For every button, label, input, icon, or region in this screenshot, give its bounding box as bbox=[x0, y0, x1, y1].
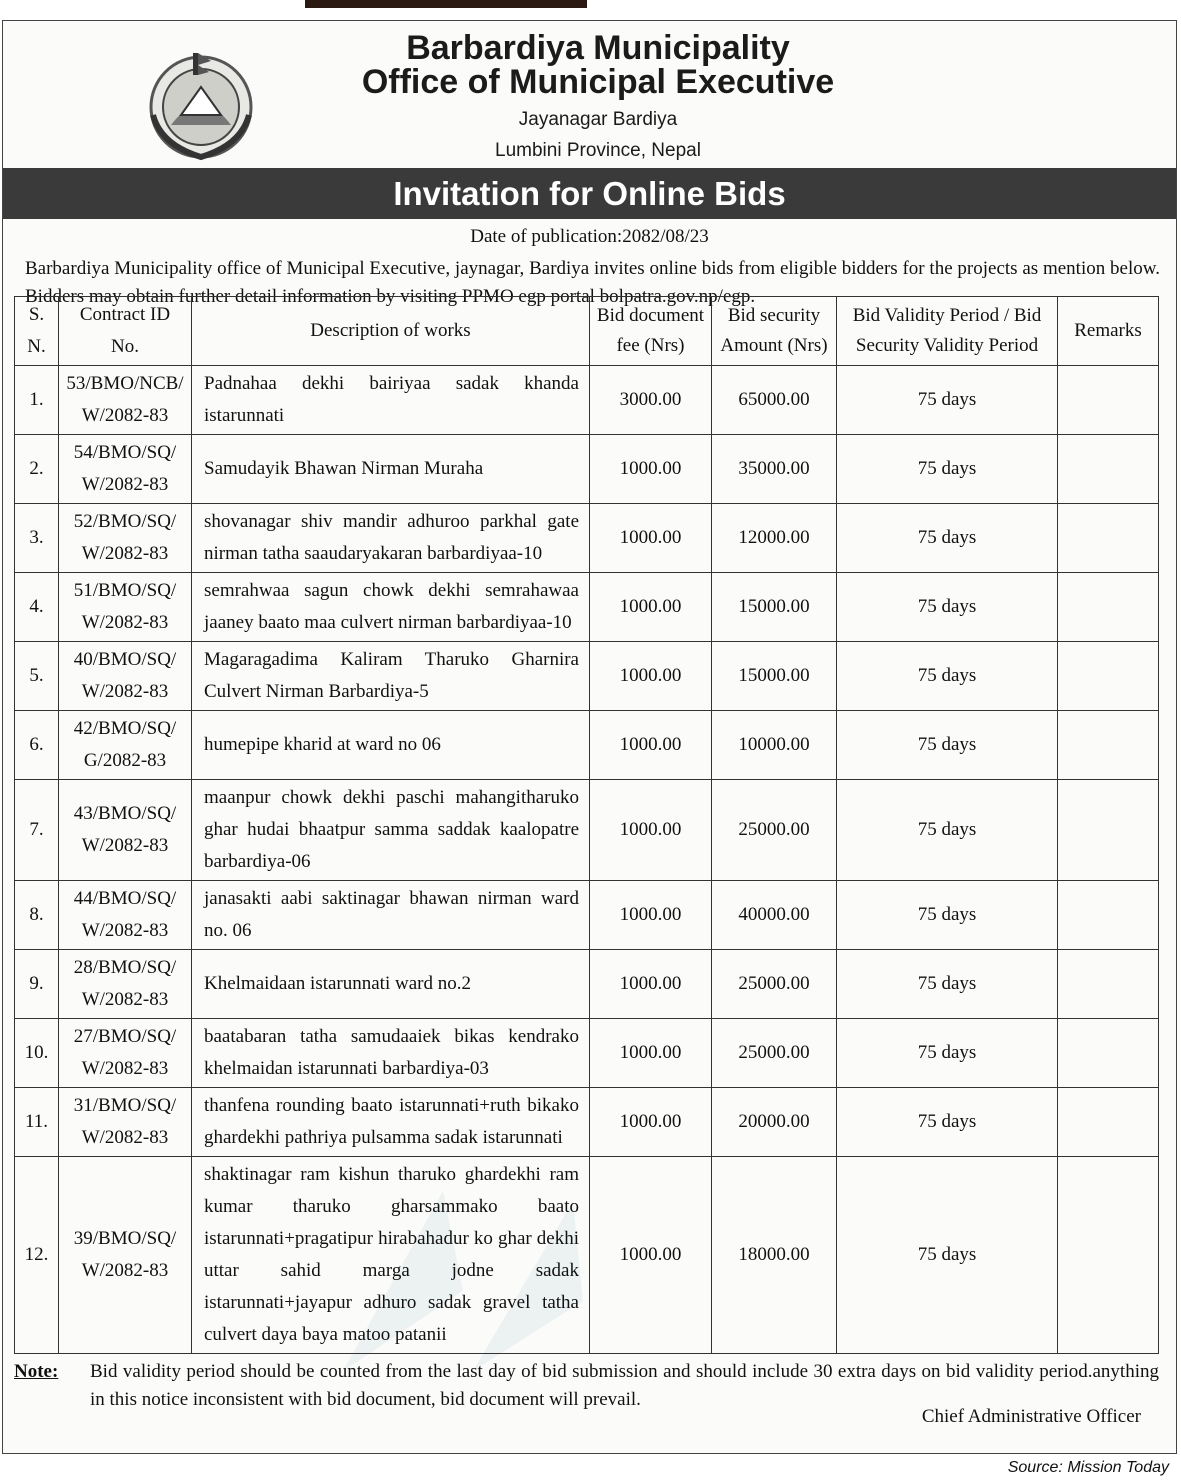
col-header-validity: Bid Validity Period / Bid Security Validity Period bbox=[837, 297, 1058, 366]
col-header-contract-id: Contract ID No. bbox=[59, 297, 192, 366]
cell-description: maanpur chowk dekhi paschi mahangitharuko ghar hudai bhaatpur samma saddak kaalopatre barbardiya-06 bbox=[192, 780, 590, 881]
cell-sn: 6. bbox=[15, 711, 59, 780]
cell-security: 40000.00 bbox=[712, 881, 837, 950]
cell-fee: 1000.00 bbox=[590, 1088, 712, 1157]
cell-description: shaktinagar ram kishun tharuko ghardekhi ram kumar tharuko gharsammako baato istarunnati+pragatipur hirabahadur ko ghar dekhi uttar sahid marga jodne sadak istarunnati+jayapur adhuro sadak gravel tatha culvert daya baya matoo patanii bbox=[192, 1157, 590, 1354]
cell-sn: 9. bbox=[15, 950, 59, 1019]
table-row bbox=[15, 573, 1159, 642]
table-header-row bbox=[15, 297, 1159, 366]
cell-security: 15000.00 bbox=[712, 573, 837, 642]
cell-validity: 75 days bbox=[837, 1019, 1058, 1088]
cell-security: 10000.00 bbox=[712, 711, 837, 780]
source-credit: Source: Mission Today bbox=[1007, 1459, 1169, 1476]
cell-sn: 5. bbox=[15, 642, 59, 711]
cell-validity: 75 days bbox=[837, 950, 1058, 1019]
note-text: Bid validity period should be counted from the last day of bid submission and should include 30 extra days on bid validity period.anything in this notice inconsistent with bid document, bid document will prevail. bbox=[90, 1361, 1159, 1410]
cell-security: 18000.00 bbox=[712, 1157, 837, 1354]
cell-contract-id: 51/BMO/SQ/ W/2082-83 bbox=[59, 573, 192, 642]
note-label: Note: bbox=[14, 1361, 59, 1382]
nepal-emblem-icon bbox=[141, 45, 261, 165]
cell-fee: 1000.00 bbox=[590, 950, 712, 1019]
cell-contract-id: 43/BMO/SQ/ W/2082-83 bbox=[59, 780, 192, 881]
cell-contract-id: 39/BMO/SQ/ W/2082-83 bbox=[59, 1157, 192, 1354]
cell-security: 65000.00 bbox=[712, 366, 837, 435]
table-row bbox=[15, 1157, 1159, 1354]
cell-fee: 1000.00 bbox=[590, 573, 712, 642]
cell-description: shovanagar shiv mandir adhuroo parkhal gate nirman tatha saaudaryakaran barbardiyaa-10 bbox=[192, 504, 590, 573]
cell-remarks bbox=[1058, 1157, 1159, 1354]
cell-validity: 75 days bbox=[837, 780, 1058, 881]
cell-validity: 75 days bbox=[837, 1088, 1058, 1157]
cell-security: 25000.00 bbox=[712, 780, 837, 881]
cell-contract-id: 53/BMO/NCB/ W/2082-83 bbox=[59, 366, 192, 435]
cell-validity: 75 days bbox=[837, 1157, 1058, 1354]
cell-remarks bbox=[1058, 950, 1159, 1019]
cell-contract-id: 54/BMO/SQ/ W/2082-83 bbox=[59, 435, 192, 504]
publication-date: Date of publication:2082/08/23 bbox=[470, 226, 709, 247]
cell-security: 15000.00 bbox=[712, 642, 837, 711]
table-row bbox=[15, 435, 1159, 504]
cell-sn: 10. bbox=[15, 1019, 59, 1088]
table-row bbox=[15, 950, 1159, 1019]
cell-contract-id: 52/BMO/SQ/ W/2082-83 bbox=[59, 504, 192, 573]
cell-fee: 1000.00 bbox=[590, 1157, 712, 1354]
col-header-remarks: Remarks bbox=[1058, 297, 1159, 366]
cell-description: humepipe kharid at ward no 06 bbox=[192, 711, 590, 780]
cell-validity: 75 days bbox=[837, 573, 1058, 642]
cell-validity: 75 days bbox=[837, 881, 1058, 950]
cell-validity: 75 days bbox=[837, 435, 1058, 504]
cell-fee: 1000.00 bbox=[590, 1019, 712, 1088]
cell-contract-id: 42/BMO/SQ/ G/2082-83 bbox=[59, 711, 192, 780]
cell-description: baatabaran tatha samudaaiek bikas kendrako khelmaidan istarunnati barbardiya-03 bbox=[192, 1019, 590, 1088]
cell-description: semrahwaa sagun chowk dekhi semrahawaa jaaney baato maa culvert nirman barbardiyaa-10 bbox=[192, 573, 590, 642]
table-row bbox=[15, 780, 1159, 881]
cell-contract-id: 44/BMO/SQ/ W/2082-83 bbox=[59, 881, 192, 950]
intro-paragraph: Barbardiya Municipality office of Municipal Executive, jaynagar, Bardiya invites online bids from eligible bidders for the projects as mention below. Bidders may obtain further detail information by visiting PPMO egp portal bolpatra.gov.np/egp. bbox=[25, 258, 1160, 307]
cell-contract-id: 28/BMO/SQ/ W/2082-83 bbox=[59, 950, 192, 1019]
cell-fee: 1000.00 bbox=[590, 881, 712, 950]
signatory: Chief Administrative Officer bbox=[921, 1406, 1141, 1427]
cell-fee: 1000.00 bbox=[590, 642, 712, 711]
title-line-2: Office of Municipal Executive bbox=[361, 63, 835, 101]
cell-description: Magaragadima Kaliram Tharuko Gharnira Culvert Nirman Barbardiya-5 bbox=[192, 642, 590, 711]
cell-sn: 12. bbox=[15, 1157, 59, 1354]
cell-security: 25000.00 bbox=[712, 1019, 837, 1088]
cell-fee: 1000.00 bbox=[590, 435, 712, 504]
cell-sn: 11. bbox=[15, 1088, 59, 1157]
cell-description: Padnahaa dekhi bairiyaa sadak khanda istarunnati bbox=[192, 366, 590, 435]
cell-security: 20000.00 bbox=[712, 1088, 837, 1157]
cell-fee: 1000.00 bbox=[590, 711, 712, 780]
address-line-2: Lumbini Province, Nepal bbox=[495, 140, 701, 161]
table-row bbox=[15, 504, 1159, 573]
cell-validity: 75 days bbox=[837, 366, 1058, 435]
table-row bbox=[15, 1088, 1159, 1157]
cell-remarks bbox=[1058, 573, 1159, 642]
cell-fee: 1000.00 bbox=[590, 504, 712, 573]
cell-description: thanfena rounding baato istarunnati+ruth bikako ghardekhi pathriya pulsamma sadak istarunnati bbox=[192, 1088, 590, 1157]
cell-contract-id: 27/BMO/SQ/ W/2082-83 bbox=[59, 1019, 192, 1088]
top-strip bbox=[0, 0, 1181, 10]
table-row bbox=[15, 711, 1159, 780]
cell-security: 12000.00 bbox=[712, 504, 837, 573]
cell-description: Khelmaidaan istarunnati ward no.2 bbox=[192, 950, 590, 1019]
notice-banner: Invitation for Online Bids bbox=[3, 168, 1176, 219]
col-header-security: Bid security Amount (Nrs) bbox=[712, 297, 837, 366]
cell-contract-id: 40/BMO/SQ/ W/2082-83 bbox=[59, 642, 192, 711]
cell-validity: 75 days bbox=[837, 504, 1058, 573]
cell-sn: 8. bbox=[15, 881, 59, 950]
cell-remarks bbox=[1058, 642, 1159, 711]
table-row bbox=[15, 1019, 1159, 1088]
cell-sn: 2. bbox=[15, 435, 59, 504]
cell-remarks bbox=[1058, 1088, 1159, 1157]
cell-sn: 1. bbox=[15, 366, 59, 435]
cell-contract-id: 31/BMO/SQ/ W/2082-83 bbox=[59, 1088, 192, 1157]
col-header-sn: S. N. bbox=[15, 297, 59, 366]
cell-sn: 7. bbox=[15, 780, 59, 881]
bids-table bbox=[14, 296, 1159, 1354]
table-row bbox=[15, 881, 1159, 950]
cell-remarks bbox=[1058, 504, 1159, 573]
col-header-fee: Bid document fee (Nrs) bbox=[590, 297, 712, 366]
cell-fee: 3000.00 bbox=[590, 366, 712, 435]
cell-remarks bbox=[1058, 881, 1159, 950]
address-line-1: Jayanagar Bardiya bbox=[518, 109, 678, 130]
cell-sn: 3. bbox=[15, 504, 59, 573]
cell-validity: 75 days bbox=[837, 711, 1058, 780]
cell-description: Samudayik Bhawan Nirman Muraha bbox=[192, 435, 590, 504]
table-row bbox=[15, 642, 1159, 711]
cell-description: janasakti aabi saktinagar bhawan nirman ward no. 06 bbox=[192, 881, 590, 950]
col-header-description: Description of works bbox=[192, 297, 590, 366]
cell-security: 25000.00 bbox=[712, 950, 837, 1019]
top-image-fragment bbox=[305, 0, 587, 8]
title-line-1: Barbardiya Municipality bbox=[406, 29, 790, 67]
cell-remarks bbox=[1058, 711, 1159, 780]
table-row bbox=[15, 366, 1159, 435]
cell-remarks bbox=[1058, 780, 1159, 881]
cell-remarks bbox=[1058, 435, 1159, 504]
cell-sn: 4. bbox=[15, 573, 59, 642]
cell-remarks bbox=[1058, 1019, 1159, 1088]
cell-security: 35000.00 bbox=[712, 435, 837, 504]
cell-validity: 75 days bbox=[837, 642, 1058, 711]
cell-remarks bbox=[1058, 366, 1159, 435]
cell-fee: 1000.00 bbox=[590, 780, 712, 881]
